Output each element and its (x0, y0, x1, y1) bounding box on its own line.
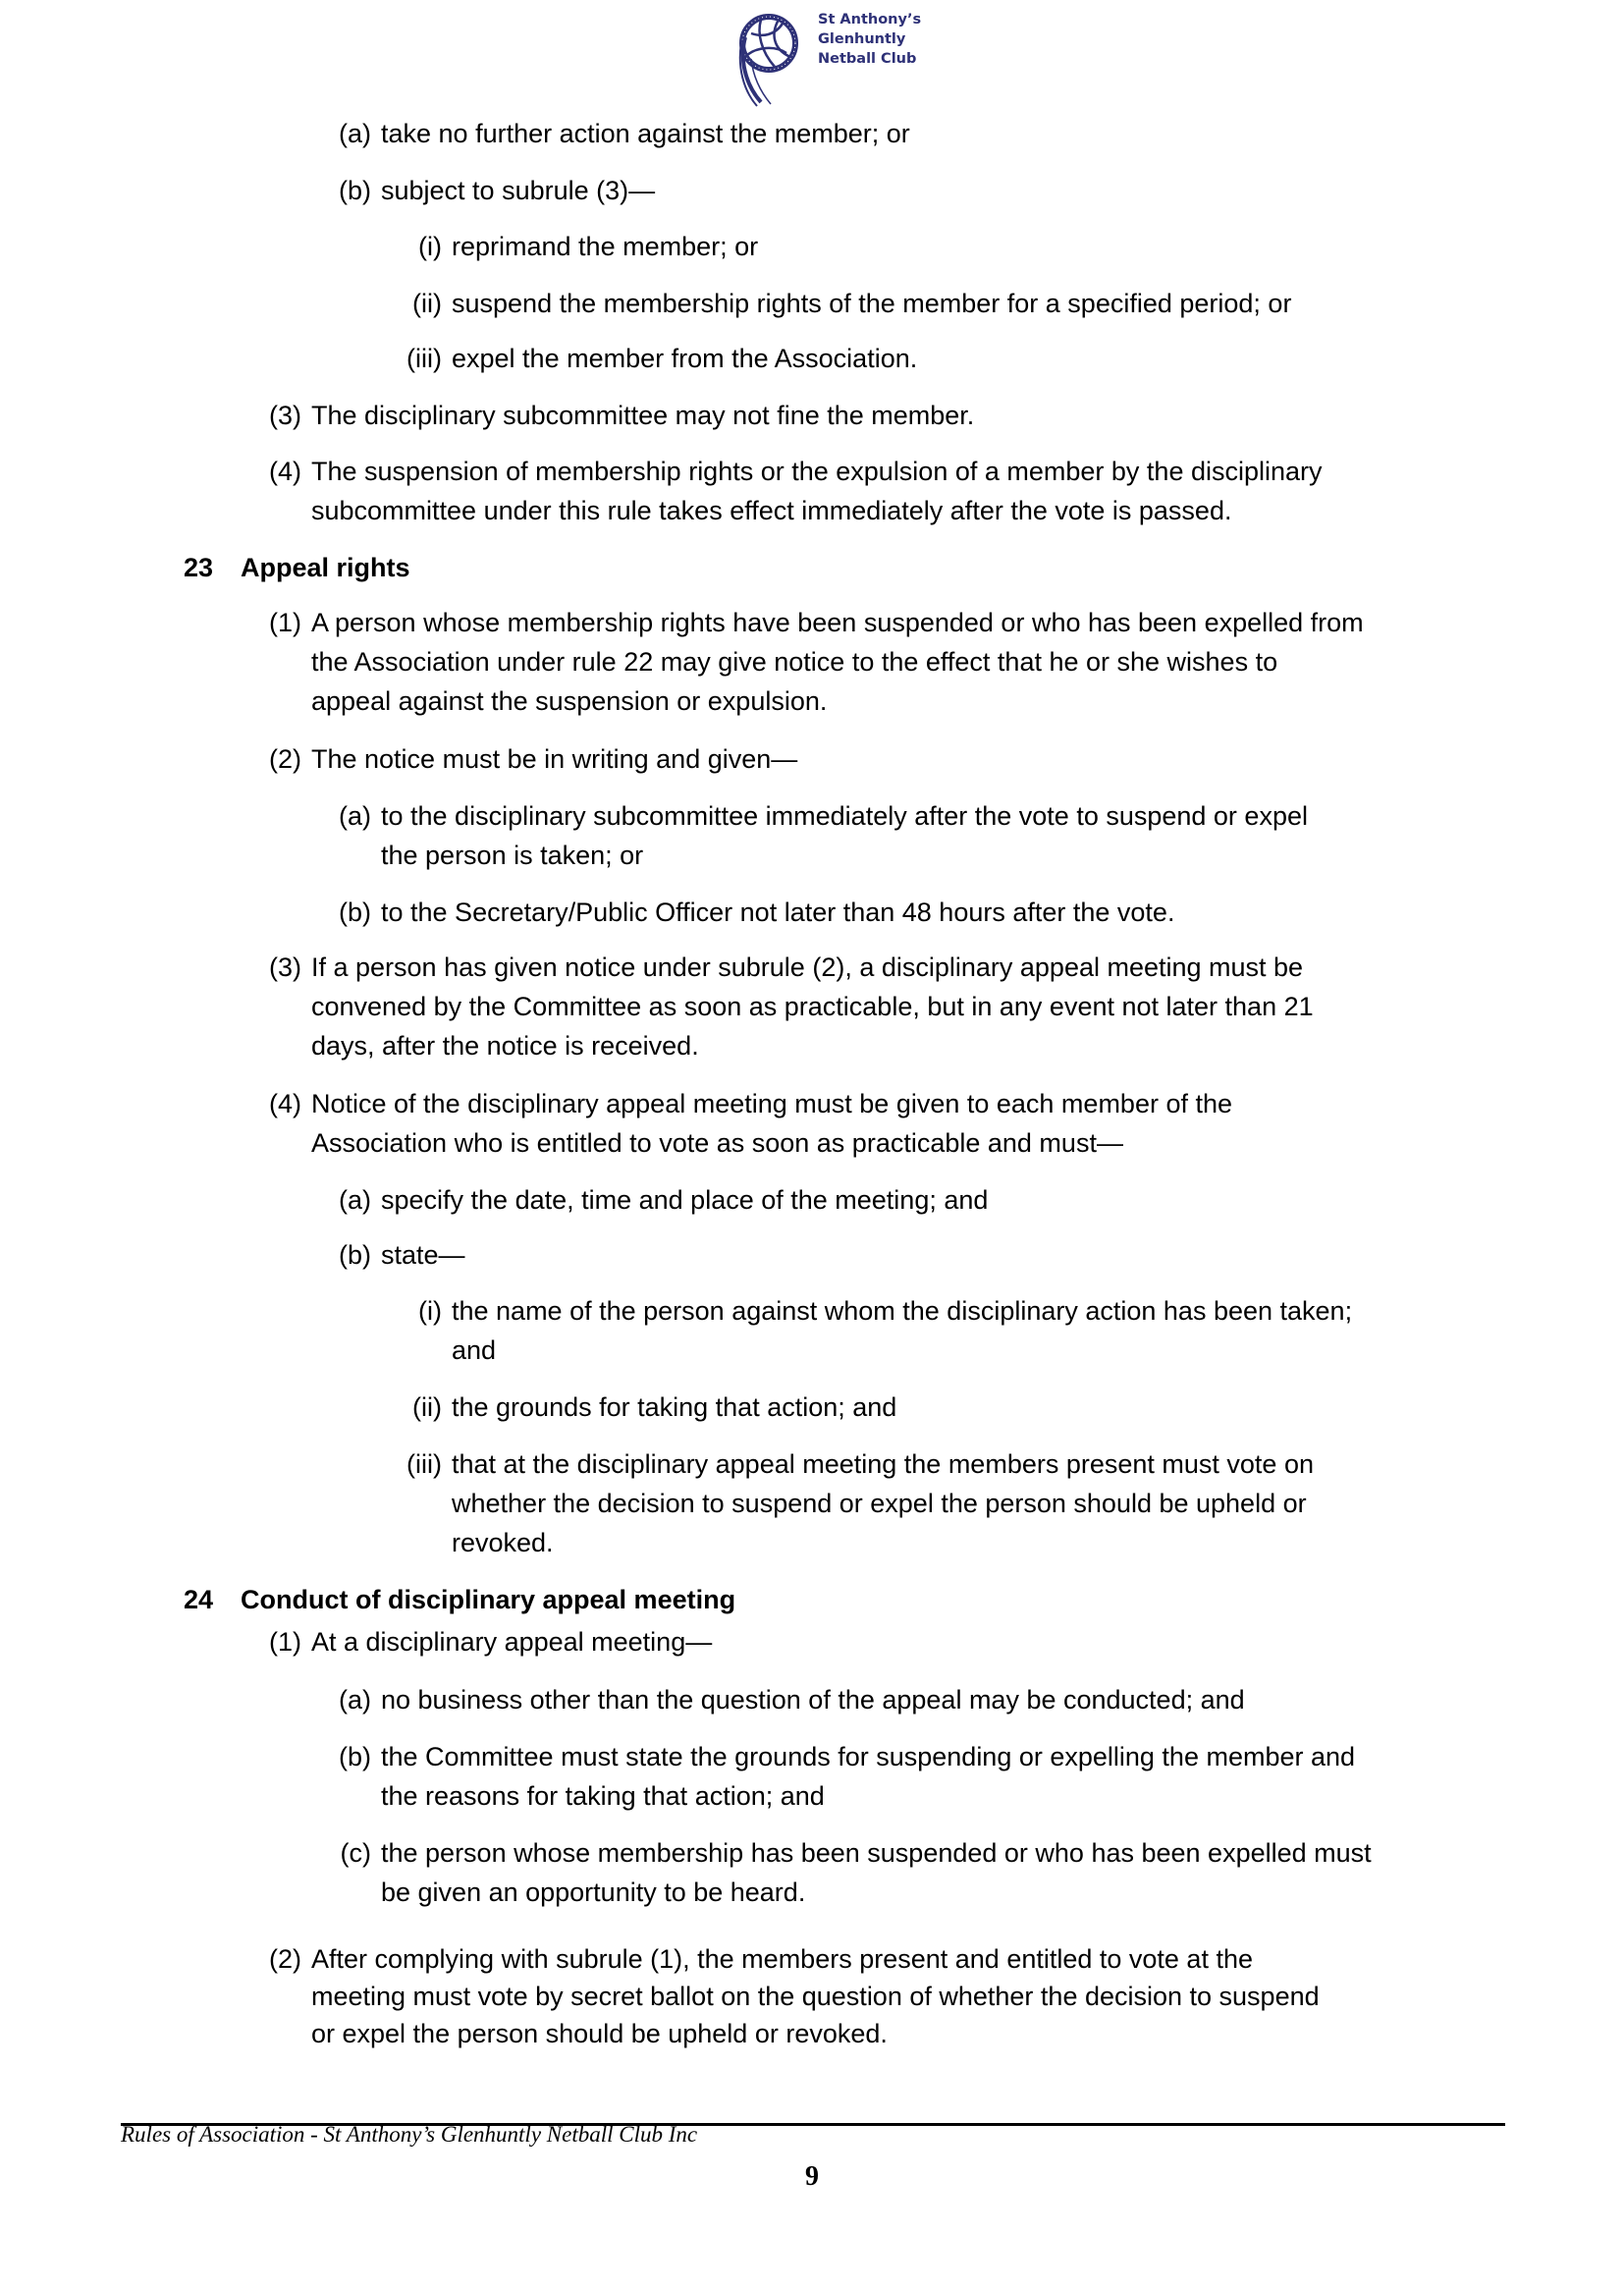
clause-label: (a) (339, 1685, 371, 1714)
subrule-text: If a person has given notice under subrule (2), a disciplinary appeal meeting must be (311, 952, 1304, 982)
clause-label: (b) (339, 1742, 371, 1771)
subrule-2 (269, 1940, 1320, 2052)
subclause-label: (iii) (406, 1449, 442, 1479)
subrule-text: The notice must be in writing and given— (311, 744, 798, 774)
subclause-label: (i) (418, 232, 442, 261)
clause-text: the person whose membership has been suspended or who has been expelled must (381, 1838, 1372, 1868)
subrule-text: A person whose membership rights have been suspended or who has been expelled from (311, 608, 1364, 637)
subrule-text: days, after the notice is received. (311, 1031, 699, 1061)
logo-line: St Anthony’s (818, 12, 922, 27)
subclause-text: whether the decision to suspend or expel the person should be upheld or (452, 1489, 1307, 1518)
clause-label: (b) (339, 898, 371, 927)
subrule-3 (269, 948, 1314, 1065)
subclause-ii (412, 1388, 897, 1427)
rule-number: 23 (184, 553, 214, 582)
clause-b (339, 1737, 1356, 1816)
subrule-1 (269, 1622, 713, 1661)
subrule-text: After complying with subrule (1), the members present and entitled to vote at the (311, 1944, 1253, 1974)
clause-a (339, 114, 910, 153)
clause-label: (a) (339, 119, 371, 148)
subrule-text: Association who is entitled to vote as soon as practicable and must— (311, 1128, 1123, 1158)
clause-text: no business other than the question of the appeal may be conducted; and (381, 1685, 1245, 1714)
clause-text: subject to subrule (3)— (381, 176, 656, 205)
subrule-label: (1) (269, 1627, 301, 1657)
rule-title: Appeal rights (241, 553, 410, 582)
clause-text: state— (381, 1240, 465, 1270)
subrule-3 (269, 396, 975, 435)
clause-text: to the disciplinary subcommittee immediately after the vote to suspend or expel (381, 801, 1308, 831)
subrule-text: convened by the Committee as soon as practicable, but in any event not later than 21 (311, 992, 1314, 1021)
subclause-i (418, 1291, 1353, 1370)
clause-label: (b) (339, 176, 371, 205)
subclause-i (418, 227, 759, 266)
subrule-text: or expel the person should be upheld or revoked. (311, 2019, 888, 2048)
clause-label: (a) (339, 801, 371, 831)
subrule-label: (2) (269, 1944, 301, 1974)
subrule-label: (4) (269, 457, 301, 486)
clause-text: be given an opportunity to be heard. (381, 1878, 806, 1907)
subclause-label: (iii) (406, 344, 442, 373)
subclause-label: (ii) (412, 289, 442, 318)
clause-text: the person is taken; or (381, 841, 644, 870)
subrule-4 (269, 1084, 1233, 1163)
subclause-text: revoked. (452, 1528, 554, 1557)
logo-line: Netball Club (818, 51, 917, 67)
clause-a (339, 796, 1308, 875)
clause-label: (a) (339, 1185, 371, 1215)
subclause-label: (i) (418, 1296, 442, 1326)
subclause-text: reprimand the member; or (452, 232, 759, 261)
rule-heading-24 (0, 1580, 1624, 1619)
clause-a (339, 1180, 989, 1220)
subrule-text: The disciplinary subcommittee may not fine the member. (311, 401, 975, 430)
subclause-text: suspend the membership rights of the member for a specified period; or (452, 289, 1292, 318)
subclause-text: that at the disciplinary appeal meeting the members present must vote on (452, 1449, 1314, 1479)
subrule-text: subcommittee under this rule takes effect immediately after the vote is passed. (311, 496, 1232, 525)
clause-text: the Committee must state the grounds for suspending or expelling the member and (381, 1742, 1356, 1771)
clause-c (340, 1833, 1372, 1912)
subrule-2 (269, 739, 798, 779)
subrule-label: (3) (269, 401, 301, 430)
subrule-label: (4) (269, 1089, 301, 1118)
subrule-text: the Association under rule 22 may give notice to the effect that he or she wishes to (311, 647, 1278, 677)
subrule-text: At a disciplinary appeal meeting— (311, 1627, 713, 1657)
clause-text: take no further action against the member; or (381, 119, 910, 148)
clause-a (339, 1680, 1245, 1719)
logo-line: Glenhuntly (818, 31, 906, 47)
subrule-4 (269, 452, 1323, 530)
subrule-text: The suspension of membership rights or the expulsion of a member by the disciplinary (311, 457, 1323, 486)
page-number: 9 (805, 2161, 819, 2192)
clause-text: the reasons for taking that action; and (381, 1781, 825, 1811)
rule-title: Conduct of disciplinary appeal meeting (241, 1585, 736, 1614)
subclause-text: and (452, 1335, 497, 1365)
clause-b (339, 893, 1175, 932)
clause-b (339, 1235, 465, 1275)
subclause-ii (412, 284, 1292, 323)
subrule-1 (269, 603, 1364, 721)
rule-number: 24 (184, 1585, 214, 1614)
footer-title: Rules of Association - St Anthony’s Glenhuntly Netball Club Inc (121, 2122, 698, 2147)
rule-heading-23 (0, 548, 1624, 587)
subclause-text: expel the member from the Association. (452, 344, 918, 373)
clause-text: specify the date, time and place of the meeting; and (381, 1185, 989, 1215)
subrule-label: (3) (269, 952, 301, 982)
subclause-iii (406, 1444, 1314, 1562)
subclause-text: the name of the person against whom the disciplinary action has been taken; (452, 1296, 1353, 1326)
subrule-text: appeal against the suspension or expulsion. (311, 686, 828, 716)
clause-label: (c) (340, 1838, 371, 1868)
subrule-label: (1) (269, 608, 301, 637)
subrule-text: Notice of the disciplinary appeal meeting must be given to each member of the (311, 1089, 1233, 1118)
subclause-iii (406, 339, 918, 378)
subrule-text: meeting must vote by secret ballot on the question of whether the decision to suspend (311, 1982, 1320, 2011)
subclause-label: (ii) (412, 1392, 442, 1422)
subrule-label: (2) (269, 744, 301, 774)
clause-text: to the Secretary/Public Officer not later than 48 hours after the vote. (381, 898, 1175, 927)
subclause-text: the grounds for taking that action; and (452, 1392, 897, 1422)
clause-b (339, 171, 656, 210)
clause-label: (b) (339, 1240, 371, 1270)
club-logo-text (818, 10, 921, 69)
